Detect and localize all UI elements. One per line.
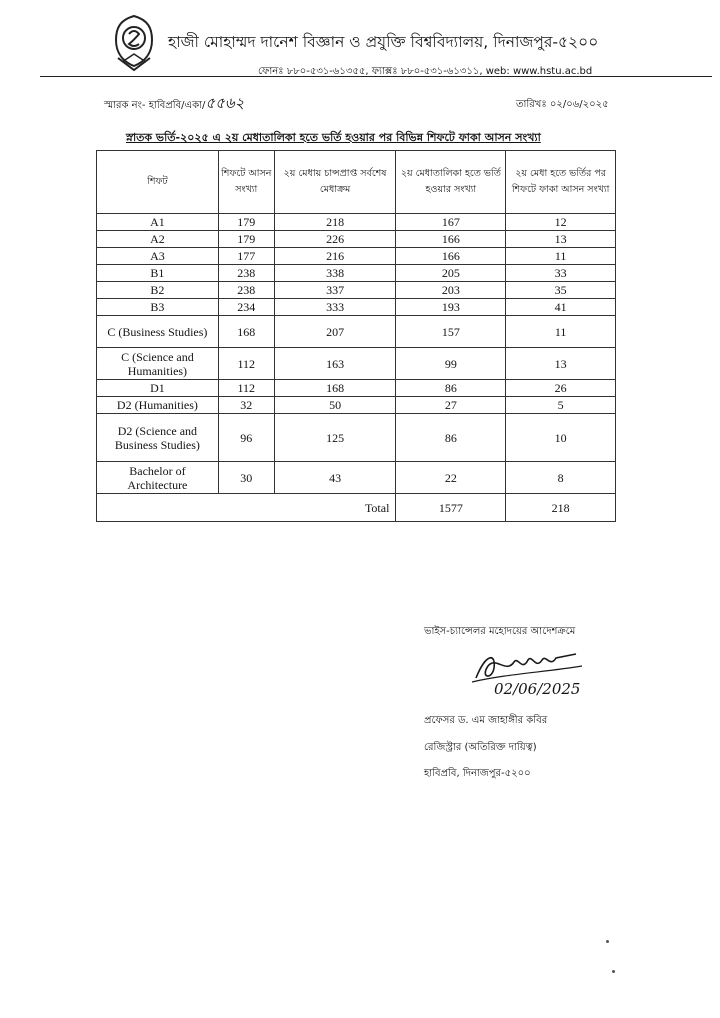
cell-admitted: 86	[396, 380, 506, 397]
cell-shift: A3	[97, 248, 219, 265]
cell-last-merit: 338	[274, 265, 396, 282]
cell-vacant: 41	[506, 299, 616, 316]
table-total-row	[97, 494, 616, 522]
cell-shift: D2 (Humanities)	[97, 397, 219, 414]
col-header-vacant: ২য় মেধা হতে ভর্তির পর শিফটে ফাকা আসন সংখ্যা	[506, 151, 616, 214]
cell-seats: 238	[218, 282, 274, 299]
total-admitted: 1577	[396, 494, 506, 522]
signature-date: 02/06/2025	[494, 680, 581, 698]
table-row	[97, 231, 616, 248]
cell-admitted: 193	[396, 299, 506, 316]
cell-admitted: 205	[396, 265, 506, 282]
cell-last-merit: 125	[274, 414, 396, 462]
cell-seats: 179	[218, 214, 274, 231]
cell-vacant: 13	[506, 231, 616, 248]
scan-speck	[606, 940, 609, 943]
table-row	[97, 348, 616, 380]
table-row	[97, 299, 616, 316]
cell-shift: B1	[97, 265, 219, 282]
col-header-last-merit: ২য় মেধায় চান্সপ্রাপ্ত সর্বশেষ মেধাক্রম	[274, 151, 396, 214]
table-row	[97, 380, 616, 397]
cell-admitted: 157	[396, 316, 506, 348]
contact-info: ফোনঃ ৮৮০-৫৩১-৬১৩৫৫, ফ্যাক্সঃ ৮৮০-৫৩১-৬১৩১১, web: www.hstu.ac.bd	[258, 66, 593, 77]
cell-admitted: 166	[396, 248, 506, 265]
cell-vacant: 35	[506, 282, 616, 299]
table-row	[97, 462, 616, 494]
total-label: Total	[97, 494, 396, 522]
order-line: ভাইস-চ্যান্সেলর মহোদয়ের আদেশক্রমে	[424, 626, 576, 637]
cell-last-merit: 43	[274, 462, 396, 494]
cell-vacant: 12	[506, 214, 616, 231]
cell-last-merit: 337	[274, 282, 396, 299]
cell-admitted: 167	[396, 214, 506, 231]
cell-last-merit: 333	[274, 299, 396, 316]
university-logo	[110, 14, 158, 72]
cell-shift: C (Science and Humanities)	[97, 348, 219, 380]
cell-shift: Bachelor of Architecture	[97, 462, 219, 494]
cell-shift: B3	[97, 299, 219, 316]
cell-vacant: 5	[506, 397, 616, 414]
cell-vacant: 13	[506, 348, 616, 380]
cell-admitted: 22	[396, 462, 506, 494]
header-divider	[40, 76, 712, 77]
cell-last-merit: 207	[274, 316, 396, 348]
cell-shift: A2	[97, 231, 219, 248]
cell-seats: 234	[218, 299, 274, 316]
cell-seats: 30	[218, 462, 274, 494]
cell-seats: 177	[218, 248, 274, 265]
cell-vacant: 11	[506, 316, 616, 348]
table-row	[97, 397, 616, 414]
table-body	[97, 214, 616, 522]
total-vacant: 218	[506, 494, 616, 522]
memo-line	[104, 92, 244, 117]
cell-last-merit: 163	[274, 348, 396, 380]
cell-seats: 179	[218, 231, 274, 248]
col-header-admitted: ২য় মেধাতালিকা হতে ভর্তি হওয়ার সংখ্যা	[396, 151, 506, 214]
signer-name: প্রফেসর ড. এম জাহাঙ্গীর কবির	[424, 715, 548, 726]
cell-vacant: 11	[506, 248, 616, 265]
col-header-shift: শিফট	[97, 151, 219, 214]
cell-shift: B2	[97, 282, 219, 299]
cell-shift: D2 (Science and Business Studies)	[97, 414, 219, 462]
table-header-row	[97, 151, 616, 214]
cell-seats: 112	[218, 348, 274, 380]
cell-shift: A1	[97, 214, 219, 231]
cell-vacant: 26	[506, 380, 616, 397]
table-row	[97, 265, 616, 282]
cell-last-merit: 50	[274, 397, 396, 414]
table-row	[97, 248, 616, 265]
cell-last-merit: 216	[274, 248, 396, 265]
signer-institution: হাবিপ্রবি, দিনাজপুর-৫২০০	[424, 768, 531, 779]
cell-seats: 96	[218, 414, 274, 462]
cell-seats: 112	[218, 380, 274, 397]
signer-designation: রেজিস্ট্রার (অতিরিক্ত দায়িত্ব)	[424, 742, 537, 753]
cell-seats: 32	[218, 397, 274, 414]
cell-shift: D1	[97, 380, 219, 397]
scan-speck	[612, 970, 615, 973]
university-name: হাজী মোহাম্মদ দানেশ বিজ্ঞান ও প্রযুক্তি বিশ্ববিদ্যালয়, দিনাজপুর-৫২০০	[168, 33, 599, 51]
cell-last-merit: 168	[274, 380, 396, 397]
table-row	[97, 414, 616, 462]
memo-prefix: স্মারক নং- হাবিপ্রবি/একা/	[104, 100, 206, 111]
cell-admitted: 166	[396, 231, 506, 248]
table-row	[97, 214, 616, 231]
cell-vacant: 10	[506, 414, 616, 462]
cell-last-merit: 218	[274, 214, 396, 231]
cell-vacant: 33	[506, 265, 616, 282]
cell-shift: C (Business Studies)	[97, 316, 219, 348]
table-row	[97, 282, 616, 299]
cell-admitted: 27	[396, 397, 506, 414]
cell-admitted: 86	[396, 414, 506, 462]
cell-admitted: 99	[396, 348, 506, 380]
document-title: স্নাতক ভর্তি-২০২৫ এ ২য় মেধাতালিকা হতে ভর্তি হওয়ার পর বিভিন্ন শিফটে ফাকা আসন সংখ্যা	[126, 131, 541, 144]
col-header-seats: শিফটে আসন সংখ্যা	[218, 151, 274, 214]
cell-admitted: 203	[396, 282, 506, 299]
cell-vacant: 8	[506, 462, 616, 494]
table-row	[97, 316, 616, 348]
cell-seats: 238	[218, 265, 274, 282]
vacant-seat-table	[96, 150, 616, 522]
cell-seats: 168	[218, 316, 274, 348]
memo-number: ৫৫৬২	[205, 94, 245, 112]
document-date: তারিখঃ ০২/০৬/২০২৫	[516, 99, 609, 110]
cell-last-merit: 226	[274, 231, 396, 248]
